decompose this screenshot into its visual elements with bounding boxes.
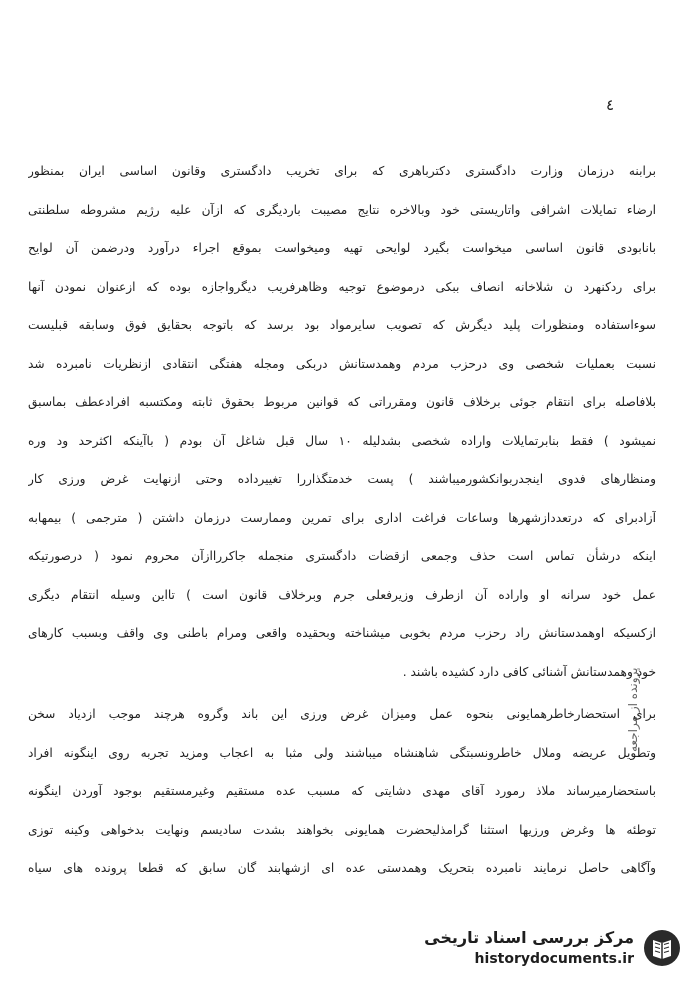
text-line: وتطویل عریضه وملال خاطرونسبتگی شاهنشاه میباشند ولی مثبا به اعجاب ومزید تجربه روی اینگونه افراد <box>28 745 656 760</box>
text-line: برای ردکنهرد ن شلاخانه انصاف ببکی درموضوع توجیه وظاهرفریب دیگرواجازه بوده که ازعنوان نمودن آنها <box>28 279 656 294</box>
text-line: برای استحضارخاطرهمایونی بنحوه عمل ومیزان غرض ورزی این باند وگروه هرچند موجب ازدیاد سخن <box>28 707 656 721</box>
text-line: ازکسیکه اوهمدستانش راد رحزب مردم بخوبی میشناخته وبحقیده واقعی ومرام باطنی وی واقف وبسبب کارهای <box>28 626 656 640</box>
archive-watermark <box>424 927 682 969</box>
text-line: برابنه درزمان وزارت دادگستری دکترباهری که برای تخریب دادگستری وقانون اساسی ایران بمنظور <box>28 164 656 178</box>
page-number: ٤ <box>606 96 615 114</box>
text-line: بانابودی قانون اساسی میخواست بگیرد لوایحی تهیه ومیخواست بموقع اجراء درآورد ودرضمن آن لوایح <box>28 241 656 255</box>
watermark-title: مرکز بررسی اسناد تاریخی <box>424 928 634 947</box>
paragraph-1 <box>28 152 656 691</box>
text-line: نمیشود ) فقط بنابرتمایلات واراده شخصی بشدلیله ۱۰ سال قبل شاغل آن بودم ( باآینکه اکثرحد ود وره <box>28 433 656 448</box>
text-line: نسبت بعملیات شخصی وی درحزب مردم وهمدستانش دربکی ومجله هفتگی انتقادی ازنظریات نامبرده شد <box>28 356 656 371</box>
archive-logo-icon <box>642 928 682 968</box>
text-line: سوءاستفاده ومنظورات پلید دیگرش که تصویب سایرمواد بود برسد که باتوجه بحقایق فوق وسابقه قبلیست <box>28 318 656 332</box>
text-line: خود وهمدستانش آشنائی کافی دارد کشیده باشند . <box>402 664 656 679</box>
paragraph-2 <box>28 695 656 888</box>
text-line: ومنظارهای فدوی اینجدربوانکشورمیباشند ) پست خدمتگذاررا تغییرداده وحتی ازنهایت غرض ورزی کار <box>28 472 656 486</box>
text-line: عمل خود سرانه او واراده آن ازطرف وزیرفعلی جرم وبرخلاف قانون است ) تااین وسیله انتقام دیگری <box>28 587 656 602</box>
text-line: بلافاصله برای انتقام جوئی برخلاف قانون ومقرراتی که قوانین مربوط بحقوق ثابته ومکتسبه افرادعطف بماسبق <box>28 395 656 409</box>
watermark-url: historydocuments.ir <box>474 951 634 967</box>
document-body <box>28 152 656 888</box>
text-line: آزادبرای که درتعددازشهرها وساعات فراغت اداری برای تمرین وممارست درزمان داشتن ( مترجمی ) بیمهابه <box>28 510 656 525</box>
text-line: وآگاهی حاصل نرمایند نامبرده بتحریک وهمدستی عده ای ازشهابند گان سابق که قطعا پرونده های سیاه <box>28 861 656 875</box>
text-line: باستحضارمیرساند ملاذ رمورد آقای مهدی دشایتی که مسبب عده مستقیم وغیرمستقیم بوجود آوردن اینگونه <box>28 784 656 798</box>
text-line: اینکه درشأن تماس است حذف وجمعی ازقضات دادگستری منجمله جاکرراازآن محروم نمود ( درصورتیکه <box>28 549 656 563</box>
text-line: توطئه ها وغرض ورزیها استثنا گرامذلیحضرت همایونی بخواهند بشدت سادیسم ونهایت بدخواهی وکینه توزی <box>28 822 656 837</box>
text-line: ارضاء تمایلات اشرافی واتاریستی خود وبالاخره نتایج مصیبت باردیگری که ازآن علیه رژیم مشروطه سلطنتی <box>28 202 656 217</box>
handwritten-margin-note: پرونده از مراجعه <box>626 668 640 753</box>
